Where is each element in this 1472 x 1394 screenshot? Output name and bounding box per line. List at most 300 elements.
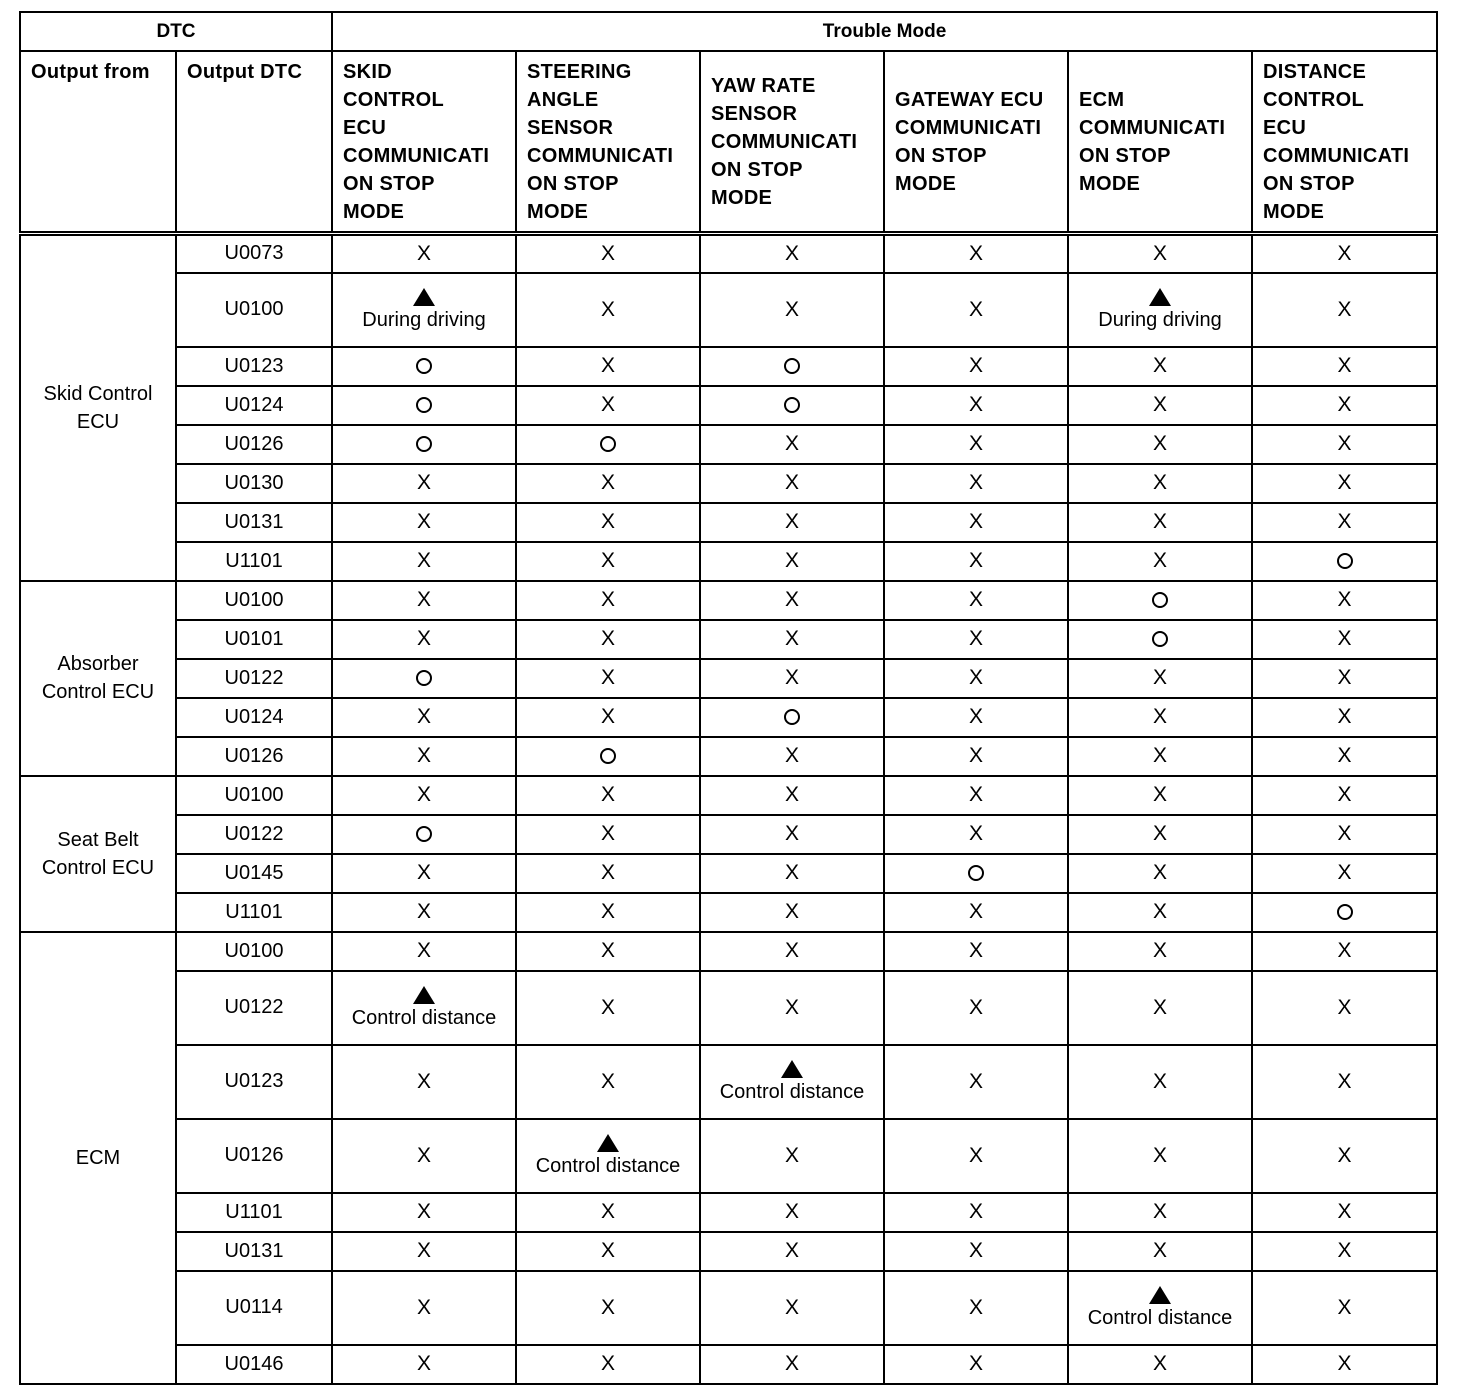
x-mark: X xyxy=(1337,744,1352,767)
dtc-trouble-mode-table xyxy=(19,11,1438,1385)
mode-cell xyxy=(332,542,516,581)
mode-header-line: DISTANCE xyxy=(1263,61,1367,83)
x-mark: X xyxy=(416,471,431,494)
x-mark: X xyxy=(600,666,615,689)
table-row xyxy=(20,425,1437,464)
mode-cell xyxy=(1068,932,1252,971)
x-mark: X xyxy=(600,549,615,572)
x-mark: X xyxy=(968,393,983,416)
mode-cell xyxy=(332,425,516,464)
x-mark: X xyxy=(600,1295,615,1319)
mode-header-line: COMMUNICATI xyxy=(711,130,858,153)
x-mark: X xyxy=(416,900,431,923)
mode-header-line: SENSOR xyxy=(711,102,798,125)
x-mark: X xyxy=(1152,432,1167,455)
mode-cell xyxy=(1068,464,1252,503)
mode-header-line: ON STOP xyxy=(1079,144,1171,167)
x-mark: X xyxy=(1337,822,1352,845)
x-mark: X xyxy=(1152,241,1167,265)
output-from-header: Output from xyxy=(20,51,176,234)
x-mark: X xyxy=(968,432,983,455)
output-dtc-header: Output DTC xyxy=(176,51,332,234)
mode-cell xyxy=(1252,1045,1437,1119)
mode-cell xyxy=(1252,893,1437,932)
mode-header-line: COMMUNICATI xyxy=(1263,145,1410,167)
dtc-code-cell: U0122 xyxy=(176,815,332,854)
dtc-code-cell: U0122 xyxy=(176,971,332,1045)
table-row xyxy=(20,1045,1437,1119)
x-mark: X xyxy=(1337,297,1352,321)
mode-header-line: GATEWAY ECU xyxy=(895,88,1044,111)
mode-header-line: ON STOP xyxy=(343,173,435,195)
x-mark: X xyxy=(600,241,615,265)
dtc-code-cell: U0100 xyxy=(176,581,332,620)
mode-cell xyxy=(516,971,700,1045)
condition-note: Control distance xyxy=(1087,1307,1233,1329)
x-mark: X xyxy=(784,783,799,806)
mode-header-line: SENSOR xyxy=(527,117,614,139)
mode-header-line: ECU xyxy=(343,117,387,139)
mode-cell xyxy=(516,620,700,659)
mode-cell xyxy=(700,386,884,425)
triangle-mark-icon xyxy=(413,288,435,306)
mode-cell xyxy=(516,542,700,581)
mode-cell xyxy=(1068,581,1252,620)
mode-cell xyxy=(332,971,516,1045)
x-mark: X xyxy=(968,297,983,321)
mode-cell xyxy=(332,1271,516,1345)
x-mark: X xyxy=(784,588,799,611)
x-mark: X xyxy=(784,1200,799,1223)
mode-cell xyxy=(884,464,1068,503)
dtc-code-cell: U0114 xyxy=(176,1271,332,1345)
circle-mark-icon xyxy=(416,826,432,842)
x-mark: X xyxy=(1337,393,1352,416)
mode-cell xyxy=(700,815,884,854)
mode-cell xyxy=(332,386,516,425)
x-mark: X xyxy=(1337,588,1352,611)
mode-cell xyxy=(516,737,700,776)
x-mark: X xyxy=(1337,1295,1352,1319)
circle-mark-icon xyxy=(968,865,984,881)
x-mark: X xyxy=(968,705,983,728)
x-mark: X xyxy=(416,510,431,533)
trouble-mode-column-header xyxy=(700,51,884,234)
mode-cell xyxy=(884,932,1068,971)
table-row xyxy=(20,659,1437,698)
mode-cell xyxy=(332,854,516,893)
mode-cell xyxy=(1068,273,1252,347)
mode-header-line: ON STOP xyxy=(895,144,987,167)
circle-mark-icon xyxy=(1152,592,1168,608)
x-mark: X xyxy=(600,822,615,845)
mode-header-line: YAW RATE xyxy=(711,74,816,97)
output-from-label: Absorber xyxy=(57,653,139,675)
x-mark: X xyxy=(1152,900,1167,923)
x-mark: X xyxy=(784,1295,799,1319)
mode-cell xyxy=(1068,386,1252,425)
mode-cell xyxy=(516,234,700,273)
mode-cell xyxy=(884,1271,1068,1345)
mode-header-line: ECM xyxy=(1079,88,1125,111)
x-mark: X xyxy=(416,627,431,650)
output-from-label: Control ECU xyxy=(41,856,155,879)
mode-cell xyxy=(700,1345,884,1384)
x-mark: X xyxy=(600,393,615,416)
x-mark: X xyxy=(416,1069,431,1093)
header-row-top xyxy=(20,12,1437,51)
output-from-cell xyxy=(20,581,176,776)
x-mark: X xyxy=(968,241,983,265)
mode-cell xyxy=(1068,620,1252,659)
x-mark: X xyxy=(1337,939,1352,962)
dtc-code-cell: U0122 xyxy=(176,659,332,698)
mode-cell xyxy=(332,659,516,698)
x-mark: X xyxy=(1152,1143,1167,1167)
x-mark: X xyxy=(416,1239,431,1262)
mode-cell xyxy=(1252,464,1437,503)
x-mark: X xyxy=(600,1069,615,1093)
mode-cell xyxy=(700,1045,884,1119)
mode-header-line: MODE xyxy=(895,172,957,195)
output-from-label: Control ECU xyxy=(41,681,155,703)
output-from-label: Skid Control xyxy=(43,382,153,405)
circle-mark-icon xyxy=(784,358,800,374)
mode-cell xyxy=(1068,659,1252,698)
x-mark: X xyxy=(1152,783,1167,806)
x-mark: X xyxy=(1337,705,1352,728)
dtc-code-cell: U0073 xyxy=(176,234,332,273)
x-mark: X xyxy=(1152,354,1167,377)
mode-header-line: MODE xyxy=(1079,172,1141,195)
x-mark: X xyxy=(968,354,983,377)
mode-cell xyxy=(700,542,884,581)
x-mark: X xyxy=(1337,1352,1352,1375)
x-mark: X xyxy=(600,354,615,377)
x-mark: X xyxy=(1337,861,1352,884)
condition-note: Control distance xyxy=(719,1081,865,1103)
x-mark: X xyxy=(1337,627,1352,650)
output-from-label: ECM xyxy=(75,1146,121,1169)
mode-cell xyxy=(700,234,884,273)
mode-cell xyxy=(1068,234,1252,273)
x-mark: X xyxy=(600,471,615,494)
table-row xyxy=(20,1232,1437,1271)
x-mark: X xyxy=(600,588,615,611)
x-mark: X xyxy=(968,1143,983,1167)
mode-cell xyxy=(1068,1193,1252,1232)
mode-header-line: MODE xyxy=(527,201,589,223)
trouble-mode-column-header xyxy=(332,51,516,234)
mode-cell xyxy=(884,234,1068,273)
circle-mark-icon xyxy=(1337,553,1353,569)
mode-cell xyxy=(1068,854,1252,893)
x-mark: X xyxy=(784,900,799,923)
mode-cell xyxy=(884,737,1068,776)
x-mark: X xyxy=(1337,783,1352,806)
mode-cell xyxy=(884,273,1068,347)
dtc-code-cell: U0131 xyxy=(176,503,332,542)
mode-cell xyxy=(884,971,1068,1045)
mode-header-line: COMMUNICATI xyxy=(895,116,1042,139)
condition-note: Control distance xyxy=(351,1007,497,1029)
mode-cell xyxy=(700,932,884,971)
x-mark: X xyxy=(968,939,983,962)
mode-header-line: ON STOP xyxy=(711,158,803,181)
circle-mark-icon xyxy=(416,397,432,413)
table-row xyxy=(20,386,1437,425)
x-mark: X xyxy=(416,1352,431,1375)
mode-cell xyxy=(332,1193,516,1232)
mode-cell xyxy=(1252,273,1437,347)
mode-cell xyxy=(516,698,700,737)
mode-cell xyxy=(1068,542,1252,581)
table-row xyxy=(20,464,1437,503)
x-mark: X xyxy=(1337,1239,1352,1262)
table-row xyxy=(20,1193,1437,1232)
x-mark: X xyxy=(784,666,799,689)
mode-cell xyxy=(884,386,1068,425)
x-mark: X xyxy=(968,510,983,533)
dtc-code-cell: U0100 xyxy=(176,932,332,971)
mode-cell xyxy=(1252,932,1437,971)
circle-mark-icon xyxy=(1152,631,1168,647)
mode-cell xyxy=(1068,737,1252,776)
x-mark: X xyxy=(1152,666,1167,689)
mode-cell xyxy=(884,581,1068,620)
output-from-cell xyxy=(20,234,176,581)
mode-cell xyxy=(884,1345,1068,1384)
mode-cell xyxy=(516,1232,700,1271)
x-mark: X xyxy=(600,705,615,728)
mode-cell xyxy=(516,1119,700,1193)
table-row xyxy=(20,234,1437,273)
x-mark: X xyxy=(1152,744,1167,767)
x-mark: X xyxy=(784,1239,799,1262)
mode-cell xyxy=(516,1271,700,1345)
mode-cell xyxy=(700,971,884,1045)
x-mark: X xyxy=(416,939,431,962)
mode-cell xyxy=(884,893,1068,932)
mode-cell xyxy=(1068,893,1252,932)
mode-cell xyxy=(516,932,700,971)
condition-note: During driving xyxy=(1098,309,1222,331)
dtc-code-cell: U0126 xyxy=(176,1119,332,1193)
triangle-mark-icon xyxy=(413,986,435,1004)
mode-header-line: MODE xyxy=(343,201,405,223)
circle-mark-icon xyxy=(416,436,432,452)
mode-cell xyxy=(332,1119,516,1193)
table-row xyxy=(20,347,1437,386)
mode-cell xyxy=(332,464,516,503)
mode-cell xyxy=(516,1193,700,1232)
x-mark: X xyxy=(1152,393,1167,416)
x-mark: X xyxy=(600,1200,615,1223)
dtc-code-cell: U0124 xyxy=(176,698,332,737)
mode-cell xyxy=(1068,1232,1252,1271)
mode-cell xyxy=(516,581,700,620)
x-mark: X xyxy=(968,471,983,494)
mode-cell xyxy=(700,425,884,464)
table-row xyxy=(20,620,1437,659)
x-mark: X xyxy=(600,861,615,884)
mode-cell xyxy=(1252,1119,1437,1193)
output-from-cell xyxy=(20,932,176,1384)
mode-cell xyxy=(516,273,700,347)
circle-mark-icon xyxy=(600,748,616,764)
mode-header-line: COMMUNICATI xyxy=(527,145,674,167)
mode-header-line: MODE xyxy=(1263,201,1325,223)
mode-cell xyxy=(332,932,516,971)
mode-cell xyxy=(1252,776,1437,815)
mode-cell xyxy=(1068,815,1252,854)
mode-cell xyxy=(884,776,1068,815)
mode-header-line: COMMUNICATI xyxy=(1079,116,1226,139)
table-row xyxy=(20,815,1437,854)
dtc-code-cell: U0124 xyxy=(176,386,332,425)
mode-cell xyxy=(1252,698,1437,737)
trouble-mode-column-header xyxy=(884,51,1068,234)
table-row xyxy=(20,503,1437,542)
condition-note: Control distance xyxy=(535,1155,681,1177)
condition-note: During driving xyxy=(362,309,486,331)
circle-mark-icon xyxy=(1337,904,1353,920)
dtc-code-cell: U1101 xyxy=(176,1193,332,1232)
mode-cell xyxy=(884,425,1068,464)
mode-cell xyxy=(700,1232,884,1271)
mode-cell xyxy=(332,273,516,347)
mode-cell xyxy=(516,347,700,386)
x-mark: X xyxy=(416,861,431,884)
mode-cell xyxy=(332,1045,516,1119)
table-row xyxy=(20,542,1437,581)
circle-mark-icon xyxy=(784,397,800,413)
x-mark: X xyxy=(968,588,983,611)
x-mark: X xyxy=(968,783,983,806)
mode-cell xyxy=(700,1119,884,1193)
x-mark: X xyxy=(968,1200,983,1223)
mode-header-line: CONTROL xyxy=(1263,89,1364,111)
dtc-code-cell: U0146 xyxy=(176,1345,332,1384)
mode-cell xyxy=(1068,1045,1252,1119)
x-mark: X xyxy=(1152,1069,1167,1093)
dtc-code-cell: U0126 xyxy=(176,737,332,776)
mode-cell xyxy=(700,1193,884,1232)
mode-cell xyxy=(516,659,700,698)
x-mark: X xyxy=(1337,1143,1352,1167)
table-row xyxy=(20,893,1437,932)
x-mark: X xyxy=(600,1239,615,1262)
trouble-mode-header: Trouble Mode xyxy=(332,12,1437,51)
mode-cell xyxy=(1252,425,1437,464)
mode-cell xyxy=(516,425,700,464)
table-row xyxy=(20,273,1437,347)
dtc-code-cell: U0131 xyxy=(176,1232,332,1271)
mode-cell xyxy=(700,854,884,893)
mode-cell xyxy=(1068,1345,1252,1384)
x-mark: X xyxy=(968,1295,983,1319)
x-mark: X xyxy=(416,1295,431,1319)
mode-cell xyxy=(516,854,700,893)
mode-cell xyxy=(1252,815,1437,854)
mode-cell xyxy=(1252,1232,1437,1271)
x-mark: X xyxy=(784,1143,799,1167)
mode-cell xyxy=(332,1232,516,1271)
x-mark: X xyxy=(784,471,799,494)
triangle-mark-icon xyxy=(1149,288,1171,306)
output-from-label: Seat Belt xyxy=(57,828,139,851)
x-mark: X xyxy=(784,939,799,962)
x-mark: X xyxy=(1337,510,1352,533)
x-mark: X xyxy=(416,744,431,767)
mode-cell xyxy=(1252,234,1437,273)
mode-cell xyxy=(1252,347,1437,386)
x-mark: X xyxy=(784,1352,799,1375)
x-mark: X xyxy=(1337,432,1352,455)
mode-cell xyxy=(884,1193,1068,1232)
x-mark: X xyxy=(416,549,431,572)
x-mark: X xyxy=(968,995,983,1019)
mode-cell xyxy=(332,503,516,542)
mode-cell xyxy=(332,347,516,386)
mode-cell xyxy=(516,893,700,932)
x-mark: X xyxy=(968,666,983,689)
mode-cell xyxy=(700,347,884,386)
x-mark: X xyxy=(784,861,799,884)
trouble-mode-column-header xyxy=(1068,51,1252,234)
x-mark: X xyxy=(416,241,431,265)
mode-cell xyxy=(1068,347,1252,386)
x-mark: X xyxy=(1152,822,1167,845)
mode-cell xyxy=(332,893,516,932)
mode-cell xyxy=(700,1271,884,1345)
x-mark: X xyxy=(784,822,799,845)
mode-cell xyxy=(1252,503,1437,542)
x-mark: X xyxy=(1337,995,1352,1019)
table-row xyxy=(20,1119,1437,1193)
x-mark: X xyxy=(784,627,799,650)
mode-cell xyxy=(884,1045,1068,1119)
mode-cell xyxy=(884,659,1068,698)
x-mark: X xyxy=(416,588,431,611)
mode-cell xyxy=(1068,425,1252,464)
dtc-code-cell: U0123 xyxy=(176,347,332,386)
mode-cell xyxy=(332,815,516,854)
x-mark: X xyxy=(1337,666,1352,689)
table-row xyxy=(20,932,1437,971)
x-mark: X xyxy=(1337,241,1352,265)
x-mark: X xyxy=(968,549,983,572)
mode-cell xyxy=(1252,659,1437,698)
mode-cell xyxy=(332,234,516,273)
dtc-code-cell: U0100 xyxy=(176,273,332,347)
mode-cell xyxy=(884,620,1068,659)
mode-cell xyxy=(700,698,884,737)
mode-cell xyxy=(884,698,1068,737)
mode-cell xyxy=(700,776,884,815)
mode-cell xyxy=(516,503,700,542)
mode-header-line: CONTROL xyxy=(343,89,444,111)
table-row xyxy=(20,776,1437,815)
mode-header-line: ON STOP xyxy=(1263,173,1355,195)
x-mark: X xyxy=(600,995,615,1019)
x-mark: X xyxy=(968,822,983,845)
triangle-mark-icon xyxy=(1149,1286,1171,1304)
mode-header-line: COMMUNICATI xyxy=(343,145,490,167)
mode-cell xyxy=(1252,1193,1437,1232)
x-mark: X xyxy=(784,549,799,572)
mode-cell xyxy=(332,776,516,815)
